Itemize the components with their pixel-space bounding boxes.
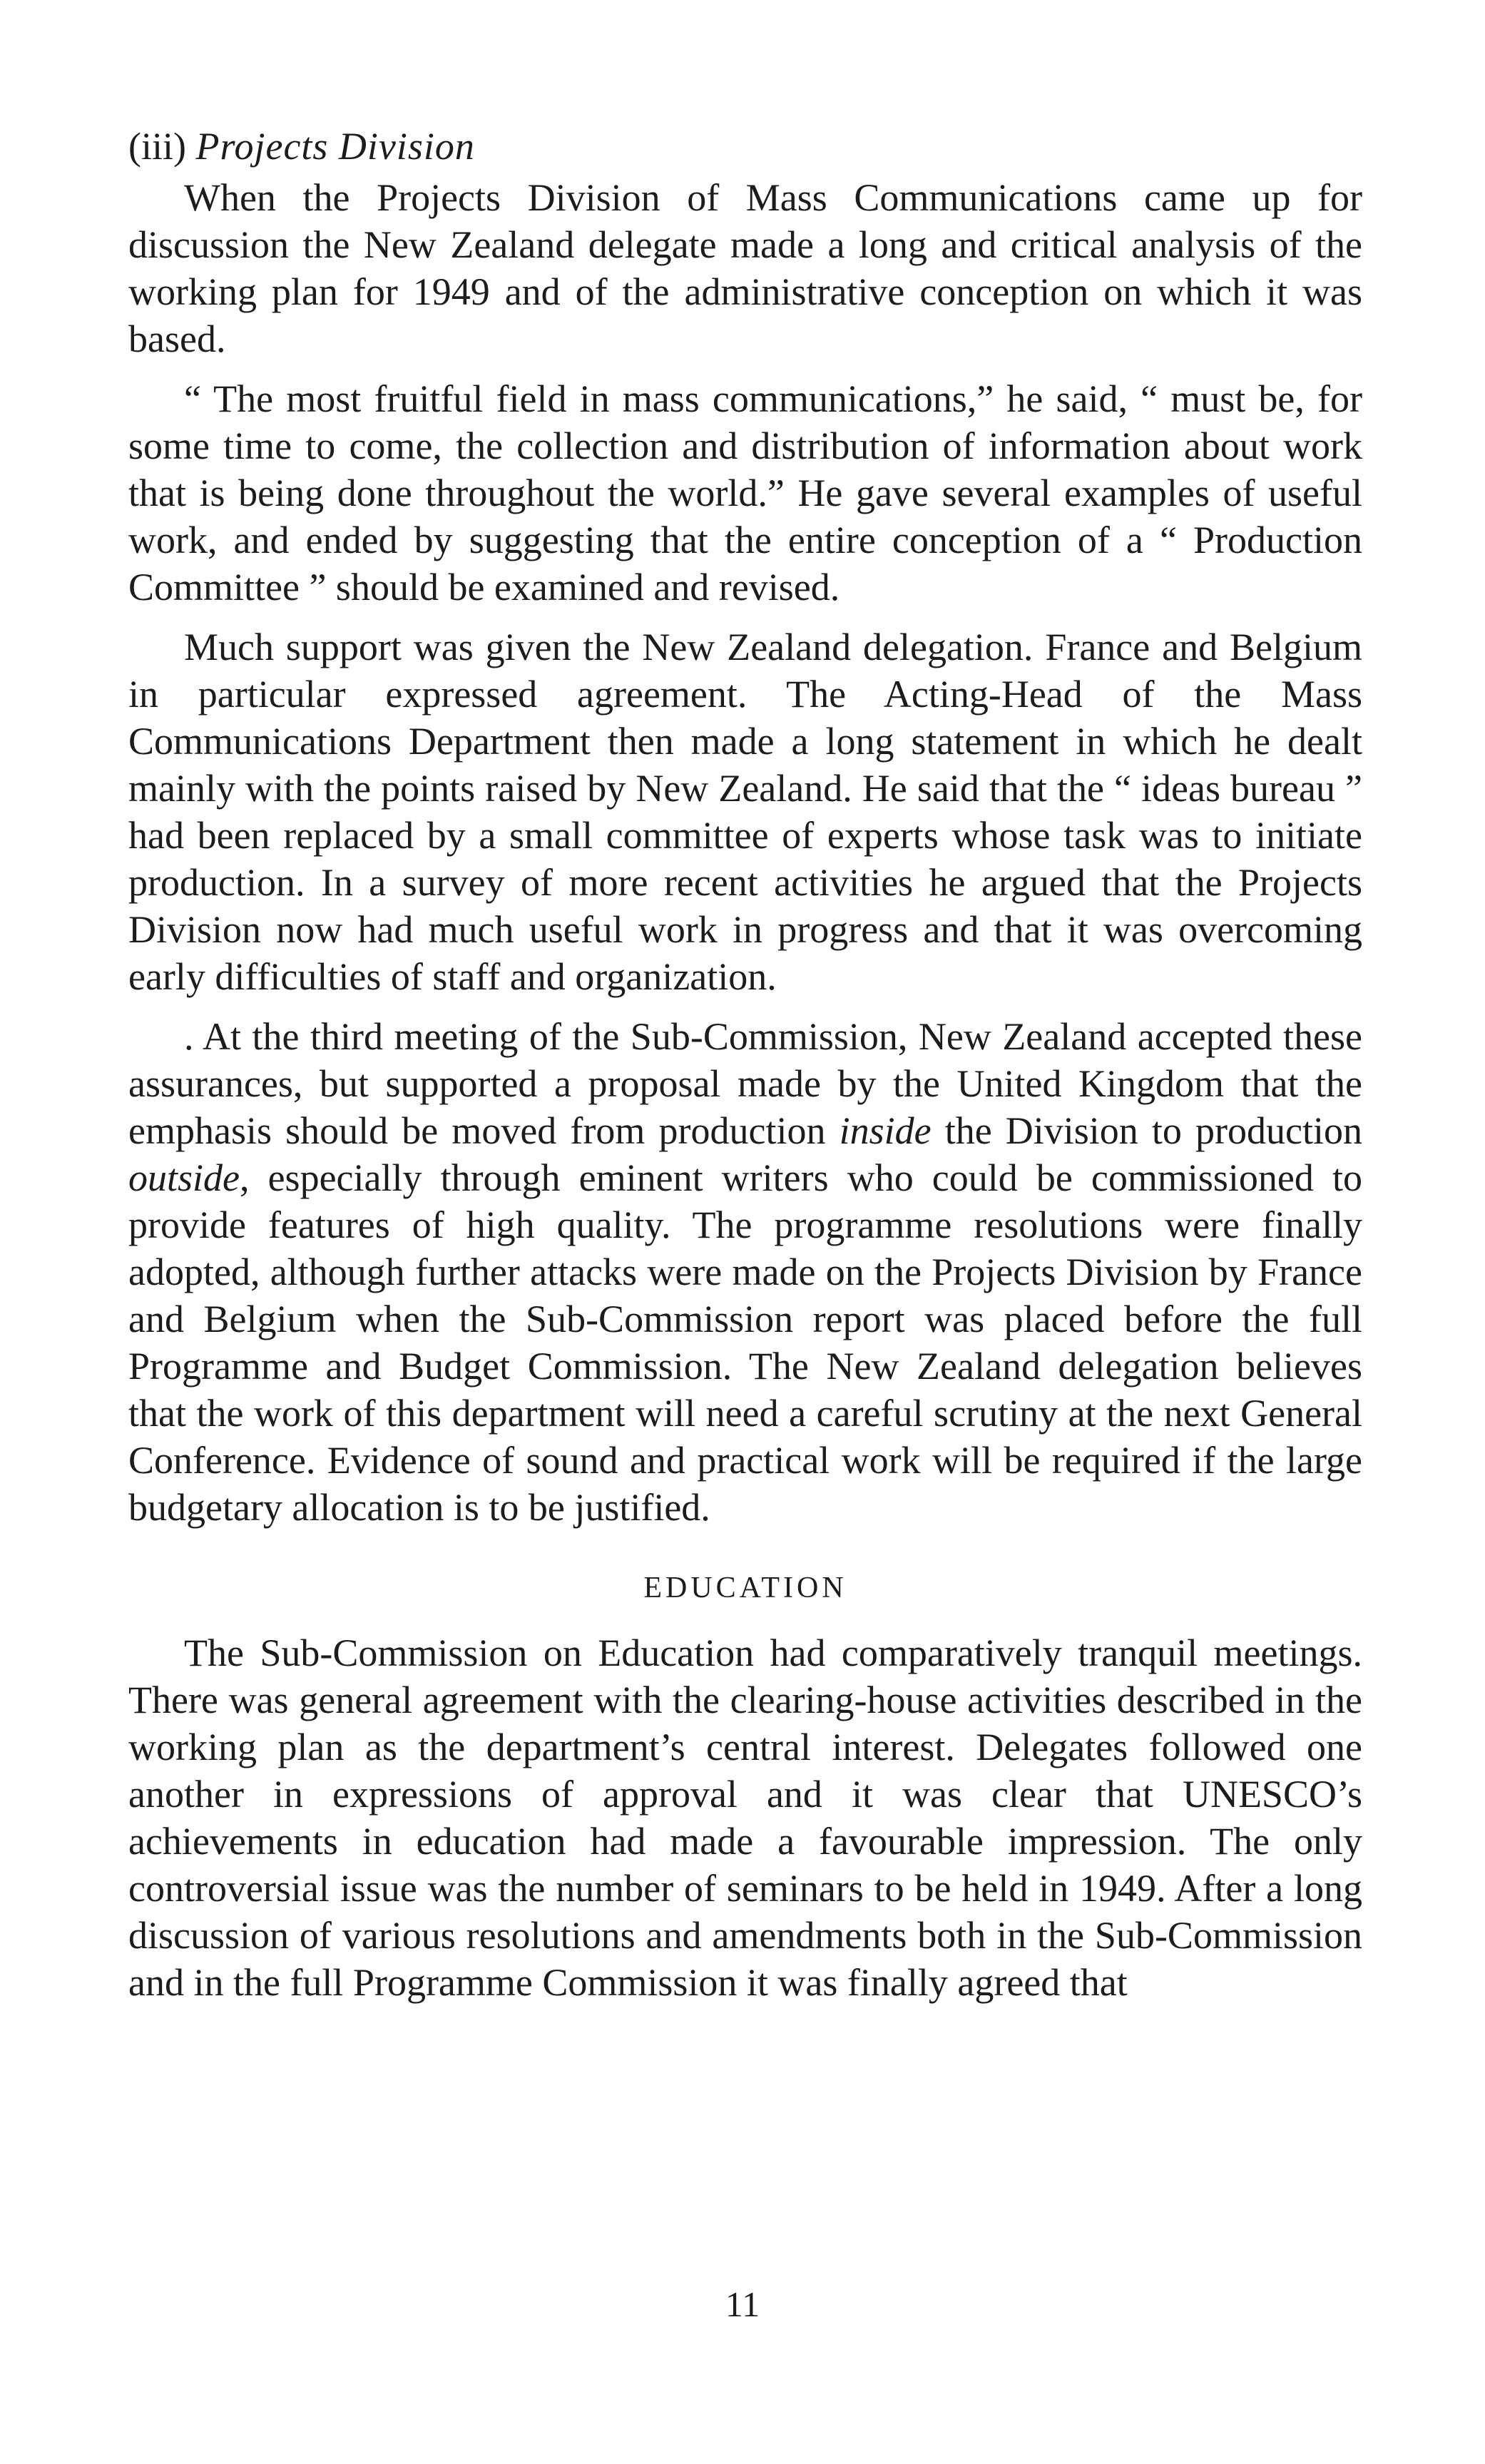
paragraph: When the Projects Division of Mass Communications came up for discussion the New Zealand delegate made a long and critical analysis of the working plan for 1949 and of the administrative conception on which it was based. (128, 176, 1362, 360)
paragraph-text: , especially through eminent writers who could be commissioned to provide features of high quality. The programme resolutions were finally adopted, although further attacks were made on the Projects Division by France and Belgium when the Sub-Commission report was placed before the full Programme and Budget Commission. The New Zealand delegation believes that the work of this department will need a careful scrutiny at the next General Conference. Evidence of sound and practical work will be required if the large budgetary allocation is to be justified. (128, 1156, 1362, 1529)
paragraph: The Sub-Commission on Education had comparatively tranquil meetings. There was general agreement with the clearing-house activities described in the working plan as the department’s central interest. Delegates followed one another in expressions of approval and it was clear that UNESCO’s achievements in education had made a favourable impression. The only controversial issue was the number of seminars to be held in 1949. After a long discussion of various resolutions and amendments both in the Sub-Commission and in the full Programme Commission it was finally agreed that (128, 1631, 1362, 2004)
subsection-number: (iii) (128, 125, 186, 168)
paragraph: Much support was given the New Zealand delegation. France and Belgium in particular expressed agreement. The Acting-Head of the Mass Communications Department then made a long statement in which he dealt mainly with the points raised by New Zealand. He said that the “ ideas bureau ” had been replaced by a small committee of experts whose task was to initiate production. In a survey of more recent activities he argued that the Projects Division now had much useful work in progress and that it was overcoming early difficulties of staff and organization. (128, 626, 1362, 998)
paragraph (128, 1013, 1362, 1531)
paragraph-text: . At the third meeting of the Sub-Commission, New Zealand accepted these assurances, but supported a proposal made by the United Kingdom that the emphasis should be moved from production (128, 1015, 1362, 1152)
subsection-heading (128, 123, 1362, 170)
section-heading: EDUCATION (643, 1572, 847, 1604)
paragraph: “ The most fruitful field in mass communications,” he said, “ must be, for some time to come, the collection and distribution of information about work that is being done throughout the world.” He gave several examples of useful work, and ended by suggesting that the entire conception of a “ Production Committee ” should be examined and revised. (128, 377, 1362, 609)
emphasis-inside: inside (839, 1109, 932, 1152)
paragraph-text: the Division to production (931, 1109, 1363, 1152)
page-number: 11 (725, 2284, 760, 2324)
subsection-title: Projects Division (195, 125, 475, 168)
document-page (128, 123, 1362, 2019)
emphasis-outside: outside (128, 1156, 240, 1199)
